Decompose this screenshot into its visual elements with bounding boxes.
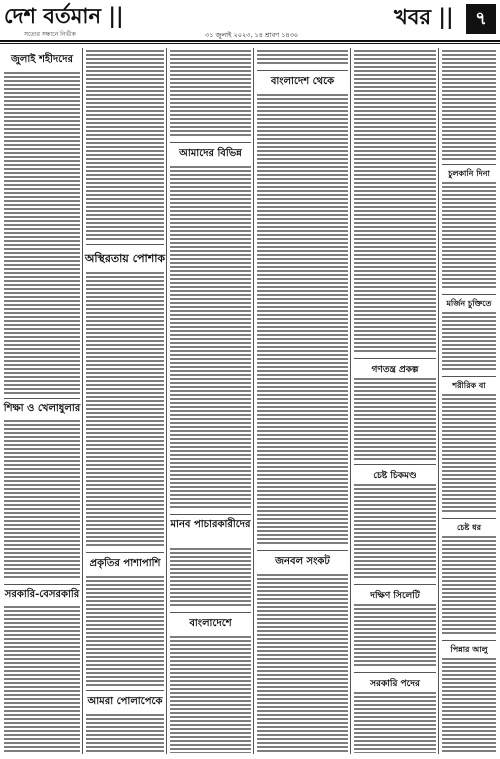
dateline: ৩১ জুলাই ২০২৩, ১৪ শ্রাবণ ১৪৩০ xyxy=(205,31,299,39)
article-body xyxy=(86,50,164,240)
article-body xyxy=(170,636,251,753)
article-body xyxy=(86,714,164,753)
article-divider xyxy=(442,376,496,377)
article-divider xyxy=(257,70,348,71)
article-divider xyxy=(257,550,348,551)
headline-sikkha: শিক্ষা ও খেলাধুলার xyxy=(3,403,81,414)
article-divider xyxy=(354,584,436,585)
masthead-rule-thin xyxy=(0,43,500,44)
headline-chesh-dhor: চেষ্ট ধর xyxy=(456,522,482,532)
masthead-rule xyxy=(0,40,500,42)
article-divider xyxy=(86,690,164,691)
section-title: খবর || xyxy=(394,4,454,29)
headline-sarkari-pade: সরকারি পদের xyxy=(370,679,420,689)
article-divider xyxy=(354,358,436,359)
article-divider xyxy=(170,612,251,613)
headline-sulkani: চুলকানি দিনা xyxy=(448,168,490,178)
masthead xyxy=(0,0,500,50)
article-divider xyxy=(86,552,164,553)
headline-july-martyrs: জুলাই শহীদদের xyxy=(10,54,74,65)
article-body xyxy=(170,50,251,138)
article-divider xyxy=(170,514,251,515)
headline-jonobol: জনবল সংকট xyxy=(275,556,330,567)
article-divider xyxy=(442,294,496,295)
headline-bangladeshe: বাংলাদেশে xyxy=(189,618,232,629)
headline-sarkari: সরকারি-বেসরকারি xyxy=(4,589,80,600)
headline-amader-bivinno: আমাদের বিভিন্ন xyxy=(179,148,242,159)
page-number-badge: ৭ xyxy=(466,4,496,34)
headline-gonottro: গণতন্ত্র প্রকল্প xyxy=(371,365,419,375)
article-body xyxy=(170,166,251,510)
article-body xyxy=(4,606,80,753)
article-body xyxy=(442,536,496,636)
article-divider xyxy=(4,398,80,399)
headline-chesh: চেষ্ট চিকমণ্ড xyxy=(373,471,417,481)
article-divider xyxy=(442,640,496,641)
article-body xyxy=(442,50,496,160)
article-body xyxy=(442,394,496,514)
article-divider xyxy=(442,164,496,165)
article-body xyxy=(354,378,436,460)
article-body xyxy=(170,548,251,608)
article-divider xyxy=(442,518,496,519)
paper-logo: দেশ বর্তমান || xyxy=(4,3,124,28)
headline-bangladesh-theke: বাংলাদেশ থেকে xyxy=(270,76,335,87)
article-body xyxy=(354,604,436,668)
article-body xyxy=(4,72,80,394)
headline-manob-pachar: মানব পাচারকারীদের xyxy=(170,519,251,530)
article-divider xyxy=(354,672,436,673)
article-divider xyxy=(86,244,164,245)
column-divider xyxy=(166,48,167,754)
article-divider xyxy=(354,464,436,465)
article-body xyxy=(257,94,348,546)
headline-dakkhin: দক্ষিণ সিলেটি xyxy=(370,591,420,601)
article-body xyxy=(442,182,496,290)
column-divider xyxy=(253,48,254,754)
column-divider xyxy=(438,48,439,754)
headline-pinnar: পিন্নার আলু xyxy=(450,644,488,654)
article-body xyxy=(354,692,436,753)
headline-asthirota: অস্থিরতায় পোশাক xyxy=(84,252,166,265)
article-divider xyxy=(170,142,251,143)
column-divider xyxy=(350,48,351,754)
article-body xyxy=(4,420,80,580)
article-body xyxy=(354,50,436,354)
article-body xyxy=(354,484,436,580)
article-body xyxy=(442,658,496,753)
article-body xyxy=(86,272,164,548)
column-divider xyxy=(82,48,83,754)
headline-sharirik: শরীরিক বা xyxy=(452,380,486,390)
article-body xyxy=(257,574,348,753)
headline-marjin: মর্জিন চুক্তিতে xyxy=(446,298,492,308)
article-body xyxy=(86,576,164,686)
headline-prakriti: প্রকৃতির পাশাপাশি xyxy=(89,558,161,569)
article-body xyxy=(442,312,496,372)
headline-amra: আমরা পোলাপেকে xyxy=(87,696,163,707)
paper-tagline: সত্যের সন্ধানে নির্ভীক xyxy=(24,31,76,38)
article-divider xyxy=(4,584,80,585)
article-body xyxy=(257,50,348,66)
